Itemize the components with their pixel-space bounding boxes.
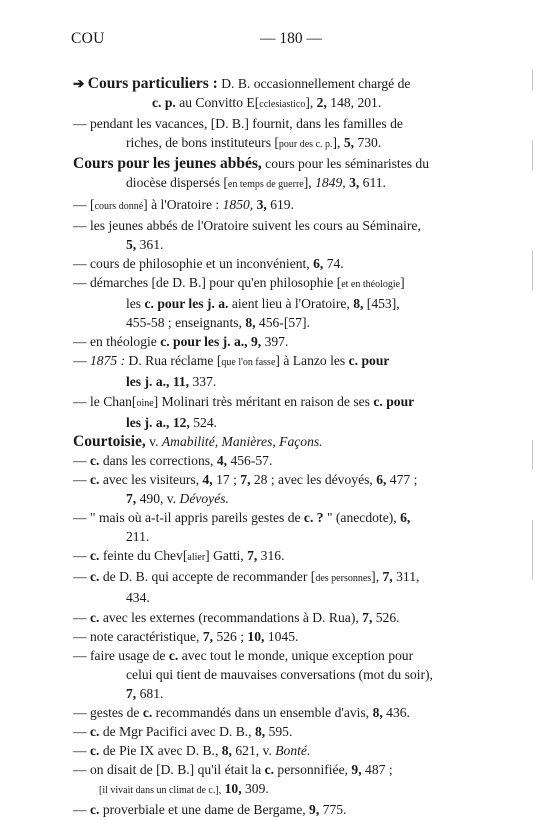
entry-line-continuation: [73, 313, 468, 332]
entry-line-continuation: [73, 173, 468, 194]
bold-run: c.: [168, 647, 179, 663]
text-run: — les jeunes abbés de l'Oratoire suivent les cours au Séminaire,: [73, 217, 421, 233]
bold-run: 7,: [126, 685, 137, 701]
running-head: COU: [71, 30, 105, 47]
small-insert: oine: [136, 397, 154, 409]
entry-line-continuation: [73, 294, 468, 313]
text-run: D. B. occasionnellement chargé de: [217, 76, 411, 91]
italic-run: Amabilité, Manières, Façons.: [161, 433, 323, 449]
text-run: — " mais où a-t-il appris pareils gestes de: [73, 510, 304, 526]
entry-line: [73, 451, 468, 470]
entry-line: [73, 627, 468, 646]
text-run: de D. B. qui accepte de recommander [: [99, 569, 316, 585]
text-run: avec les visiteurs,: [99, 471, 203, 487]
entry-line: [73, 470, 468, 489]
bold-run: 2,: [316, 95, 327, 111]
text-run: —: [73, 802, 90, 818]
text-run: ] Molinari très méritant en raison de ses: [153, 393, 374, 409]
text-run: ],: [305, 95, 317, 111]
headword-line: [73, 74, 468, 93]
text-run: 361.: [136, 236, 164, 252]
entry-line: [73, 195, 468, 216]
bold-run: c.: [264, 762, 275, 778]
bold-run: 5,: [126, 236, 137, 252]
text-run: 436.: [382, 705, 410, 720]
text-run: ]: [400, 274, 405, 290]
headword: Cours pour les jeunes abbés,: [73, 155, 262, 173]
bold-run: 6,: [376, 471, 387, 487]
text-run: diocèse dispersés [: [126, 175, 228, 191]
page-header: [0, 10, 538, 50]
bold-run: 9,: [250, 334, 262, 350]
page-number: — 180 —: [260, 30, 322, 47]
bold-run: c. pour les j. a.,: [160, 334, 248, 350]
text-run: 311,: [392, 569, 420, 585]
scan-edge-mark: [532, 250, 533, 290]
text-run: les: [126, 296, 145, 312]
text-run: v.: [145, 433, 162, 449]
text-run: 490, v.: [136, 490, 180, 506]
text-run: 455-58 ; enseignants,: [126, 315, 246, 331]
text-run: 681.: [136, 685, 164, 701]
entry-line: [73, 800, 468, 819]
entry-line: [73, 703, 468, 722]
entry-line-continuation: [73, 489, 468, 508]
text-run: 148, 201.: [326, 95, 382, 111]
text-run: riches, de bons instituteurs [: [126, 135, 279, 151]
entry-line-continuation: [73, 93, 468, 114]
text-run: " (anecdote),: [323, 510, 401, 526]
bold-run: 9,: [351, 762, 362, 778]
text-run: — on disait de [D. B.] qu'il était la: [73, 762, 265, 778]
italic-run: Dévoyés.: [179, 490, 229, 506]
entry-line: [73, 508, 468, 527]
entry-line: [73, 332, 468, 351]
entry-line-continuation: [73, 665, 468, 684]
text-run: 17 ;: [212, 471, 241, 487]
bold-run: 8,: [353, 296, 364, 312]
text-run: — faire usage de: [73, 647, 169, 663]
text-run: 526 ;: [213, 628, 248, 644]
bold-run: 6,: [400, 510, 411, 526]
bold-run: c. ?: [303, 510, 324, 526]
small-insert: et en théologie: [341, 278, 401, 290]
bold-run: 7,: [382, 569, 393, 585]
headword: Cours particuliers :: [87, 75, 218, 92]
bold-run: 12,: [172, 414, 190, 430]
headword-line: [73, 432, 468, 451]
scan-edge-mark: [532, 440, 533, 470]
bold-run: 3,: [256, 196, 267, 212]
text-run: cours pour les séminaristes du: [261, 156, 430, 172]
text-run: D. Rua réclame [: [125, 353, 222, 369]
bold-run: 7,: [202, 628, 214, 644]
text-run: 487 ;: [361, 762, 393, 778]
bold-run: c.: [142, 705, 153, 720]
entry-line-continuation: [73, 527, 468, 546]
entry-line: [73, 216, 468, 235]
small-insert: [il vivait dans un climat de c.],: [99, 785, 222, 797]
text-run: — pendant les vacances, [D. B.] fournit, dans les familles de: [73, 116, 403, 132]
text-run: 619.: [266, 196, 294, 212]
text-run: — note caractéristique,: [73, 628, 203, 644]
text-run: —: [73, 548, 90, 564]
bold-run: 8,: [254, 724, 266, 740]
italic-run: Bonté.: [275, 743, 311, 759]
small-insert: des personnes: [315, 573, 372, 585]
text-run: ],: [303, 175, 316, 191]
text-run: 775.: [319, 802, 347, 818]
text-run: — [: [73, 196, 95, 212]
text-run: 337.: [189, 374, 217, 390]
bold-run: c. pour les j. a.: [144, 296, 229, 312]
text-run: 595.: [265, 724, 293, 740]
entry-line: [73, 546, 468, 567]
entry-line: [73, 273, 468, 294]
bold-run: ➔: [73, 76, 88, 91]
entry-line: [73, 722, 468, 741]
text-run: —: [73, 452, 90, 468]
bold-run: 8,: [221, 743, 232, 759]
text-run: avec les externes (recommandations à D. Rua),: [99, 609, 363, 625]
text-run: 477 ;: [386, 471, 418, 487]
entry-line: [73, 567, 468, 588]
bold-run: 4,: [202, 471, 213, 487]
bold-run: 7,: [126, 490, 137, 506]
bold-run: c.: [90, 452, 100, 468]
bold-run: c.: [90, 471, 100, 487]
text-run: — le Chan[: [73, 393, 137, 409]
scan-edge-mark: [532, 70, 533, 90]
text-run: ] Gatti,: [205, 548, 248, 564]
entry-line-continuation: [73, 133, 468, 154]
bold-run: 5,: [343, 135, 355, 151]
italic-run: 1850,: [222, 196, 254, 212]
text-run: 456-57.: [227, 452, 273, 468]
text-run: —: [73, 743, 90, 759]
text-run: 316.: [257, 548, 285, 564]
entry-line-continuation: [73, 372, 468, 391]
entry-line: [73, 760, 468, 779]
bold-run: c.: [90, 743, 100, 759]
text-run: 611.: [359, 175, 386, 191]
bold-run: c. p.: [152, 95, 176, 111]
text-run: 28 ; avec les dévoyés,: [250, 471, 377, 487]
text-run: —: [73, 609, 90, 625]
entry-line: [73, 646, 468, 665]
small-insert: cclesiastico: [259, 99, 306, 111]
text-run: — en théologie: [73, 334, 161, 350]
text-run: proverbiale et une dame de Bergame,: [99, 802, 310, 818]
scan-edge-mark: [532, 520, 533, 580]
text-run: au Convitto E[: [175, 95, 260, 111]
text-run: — gestes de: [73, 705, 143, 720]
headword-line: [73, 154, 468, 173]
bold-run: c.: [90, 569, 100, 585]
text-run: aient lieu à l'Oratoire,: [228, 296, 354, 312]
bold-run: 7,: [362, 609, 373, 625]
bold-run: c. pour: [348, 353, 390, 369]
text-run: de Mgr Pacifici avec D. B.,: [99, 724, 255, 740]
bold-run: 10,: [224, 781, 242, 797]
bold-run: les j. a.,: [126, 414, 170, 430]
bold-run: 9,: [309, 802, 320, 818]
text-run: [453],: [363, 296, 400, 312]
text-run: dans les corrections,: [99, 452, 217, 468]
text-run: 456-[57].: [255, 315, 310, 331]
text-run: —: [73, 724, 90, 740]
bold-run: 3,: [349, 175, 360, 191]
bold-run: 10,: [247, 628, 265, 644]
entry-line-continuation: [73, 588, 468, 607]
text-run: 1045.: [264, 628, 299, 644]
bold-run: 4,: [216, 452, 228, 468]
entry-line: [73, 741, 468, 760]
text-run: — démarches [de D. B.] pour qu'en philosophie [: [73, 274, 342, 290]
bold-run: 11,: [172, 374, 190, 390]
entry-line: [73, 608, 468, 627]
entry-line-continuation: [73, 684, 468, 703]
text-run: ],: [332, 135, 344, 151]
bold-run: 8,: [245, 315, 256, 331]
text-run: 621, v.: [231, 743, 276, 759]
entry-line: [73, 351, 468, 372]
small-insert: pour des c. p.: [278, 139, 333, 151]
small-insert: alier: [187, 552, 206, 564]
text-run: 434.: [126, 590, 150, 606]
italic-run: 1849,: [315, 175, 346, 191]
text-run: 74.: [323, 255, 344, 271]
bold-run: c. pour: [373, 393, 415, 409]
small-insert: en temps de guerre: [227, 179, 304, 191]
index-entries: [73, 74, 468, 820]
bold-run: c.: [90, 609, 100, 625]
headword: Courtoisie,: [73, 432, 146, 450]
bold-run: 7,: [247, 548, 258, 564]
text-run: ] à Lanzo les: [275, 353, 349, 369]
entry-line-continuation: [73, 413, 468, 432]
bold-run: c.: [90, 724, 100, 740]
bold-run: 8,: [372, 705, 383, 720]
text-run: ],: [371, 569, 383, 585]
entry-line: [73, 392, 468, 413]
small-insert: cours donné: [94, 200, 144, 212]
entry-line: [73, 114, 468, 133]
text-run: feinte du Chev[: [99, 548, 188, 564]
text-run: —: [73, 471, 90, 487]
text-run: 526.: [372, 609, 400, 625]
entry-line-continuation: [73, 235, 468, 254]
text-run: 397.: [261, 334, 289, 350]
text-run: 730.: [354, 135, 382, 151]
scan-edge-mark: [532, 140, 533, 170]
bold-run: c.: [90, 548, 100, 564]
bold-run: c.: [90, 802, 100, 818]
text-run: celui qui tient de mauvaises conversations (mot du soir),: [126, 666, 433, 682]
text-run: 309.: [241, 781, 269, 797]
text-run: —: [73, 353, 90, 369]
small-insert: que l'on fasse: [221, 357, 276, 369]
entry-line: [73, 254, 468, 273]
text-run: ] à l'Oratoire :: [143, 196, 223, 212]
text-run: de Pie IX avec D. B.,: [99, 743, 222, 759]
text-run: avec tout le monde, unique exception pour: [178, 647, 414, 663]
italic-run: 1875 :: [90, 353, 126, 369]
text-run: recommandés dans un ensemble d'avis,: [152, 705, 373, 720]
bold-run: 6,: [313, 255, 324, 271]
bold-run: les j. a.,: [126, 374, 170, 390]
text-run: 524.: [189, 414, 218, 430]
text-run: — cours de philosophie et un inconvénient,: [73, 255, 314, 271]
bold-run: 7,: [240, 471, 251, 487]
entry-line: [73, 779, 468, 800]
text-run: 211.: [126, 529, 150, 545]
text-run: —: [73, 569, 90, 585]
text-run: personnifiée,: [274, 762, 352, 778]
